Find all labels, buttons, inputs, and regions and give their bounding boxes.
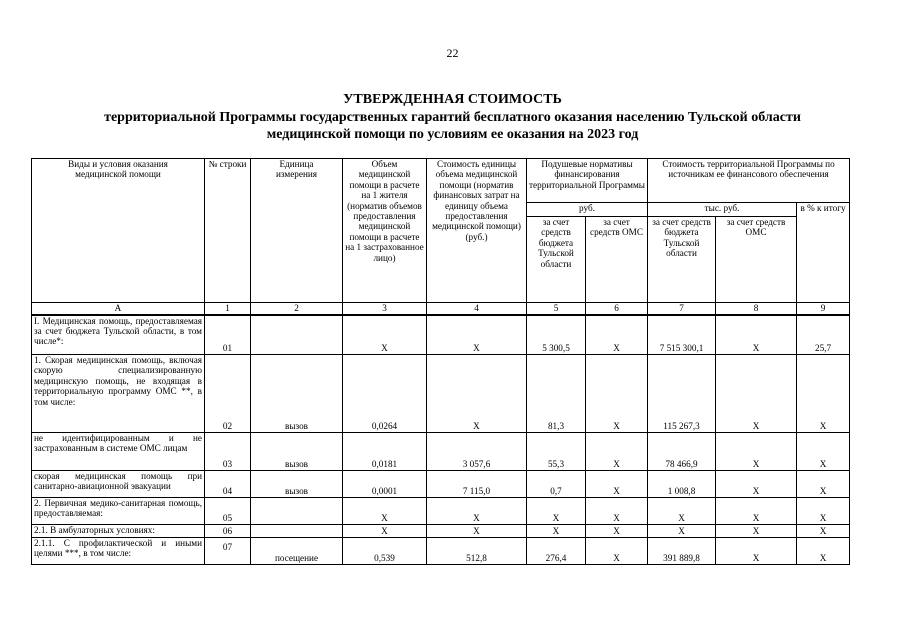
row-no: 06	[205, 525, 251, 538]
index-cell: 8	[716, 303, 797, 315]
row-c6: Х	[586, 355, 648, 433]
row-c6: Х	[586, 498, 648, 525]
header-row-no: № строки	[205, 159, 251, 303]
row-c5: 55,3	[527, 433, 586, 471]
table-row	[32, 315, 850, 355]
table-row	[32, 538, 850, 565]
row-c9: Х	[797, 525, 850, 538]
row-c8: Х	[716, 315, 797, 355]
row-c8: Х	[716, 498, 797, 525]
row-c3: Х	[343, 498, 427, 525]
table-row	[32, 433, 850, 471]
index-cell: 9	[797, 303, 850, 315]
row-c6: Х	[586, 315, 648, 355]
row-c5: 81,3	[527, 355, 586, 433]
document-subtitle-line-2: медицинской помощи по условиям ее оказания на 2023 год	[266, 127, 639, 142]
table-row	[32, 498, 850, 525]
row-c9: Х	[797, 433, 850, 471]
header-rub: руб.	[527, 203, 648, 217]
header-row-1	[32, 159, 850, 203]
row-c4: Х	[427, 525, 527, 538]
row-name: не идентифицированным и не застрахованным в системе ОМС лицам	[32, 433, 205, 471]
row-unit	[251, 498, 343, 525]
header-per-capita: Подушевые нормативы финансирования территориальной Программы	[527, 159, 648, 203]
row-c7: 78 466,9	[648, 433, 716, 471]
row-c4: 512,8	[427, 538, 527, 565]
row-no: 07	[205, 538, 251, 565]
row-name: 1. Скорая медицинская помощь, включая скорую специализированную медицинскую помощь, не входящая в территориальную программу ОМС **, в том числе:	[32, 355, 205, 433]
row-c6: Х	[586, 433, 648, 471]
row-no: 03	[205, 433, 251, 471]
header-pct: в % к итогу	[797, 203, 850, 303]
row-c9: Х	[797, 355, 850, 433]
cost-table	[31, 158, 850, 565]
row-name: скорая медицинская помощь при санитарно-авиационной эвакуации	[32, 471, 205, 498]
row-unit: вызов	[251, 355, 343, 433]
index-cell: А	[32, 303, 205, 315]
row-c3: Х	[343, 315, 427, 355]
header-cost-unit: Стоимость единицы объема медицинской помощи (норматив финансовых затрат на единицу объема предоставления медицинской помощи) (руб.)	[427, 159, 527, 303]
row-no: 05	[205, 498, 251, 525]
row-c3: 0,0264	[343, 355, 427, 433]
row-c5: Х	[527, 525, 586, 538]
row-c7: 7 515 300,1	[648, 315, 716, 355]
row-c3: Х	[343, 525, 427, 538]
index-cell: 2	[251, 303, 343, 315]
row-c7: Х	[648, 498, 716, 525]
row-c4: 3 057,6	[427, 433, 527, 471]
header-c5-budget: за счет средств бюджета Тульской области	[527, 217, 586, 303]
header-cost-total: Стоимость территориальной Программы по источникам ее финансового обеспечения	[648, 159, 850, 203]
row-name: 2. Первичная медико-санитарная помощь, предоставляемая:	[32, 498, 205, 525]
row-c7: 115 267,3	[648, 355, 716, 433]
index-cell: 6	[586, 303, 648, 315]
row-c7: 1 008,8	[648, 471, 716, 498]
row-c5: 276,4	[527, 538, 586, 565]
row-c7: 391 889,8	[648, 538, 716, 565]
header-unit: Единица измерения	[251, 159, 343, 303]
table-row	[32, 471, 850, 498]
index-cell: 7	[648, 303, 716, 315]
row-c3: 0,0001	[343, 471, 427, 498]
header-thous-rub: тыс. руб.	[648, 203, 797, 217]
row-name: 2.1. В амбулаторных условиях:	[32, 525, 205, 538]
page-number: 22	[446, 46, 459, 60]
row-c9: Х	[797, 538, 850, 565]
header-c6-oms: за счет средств ОМС	[586, 217, 648, 303]
header-c7-budget: за счет средств бюджета Тульской области	[648, 217, 716, 303]
row-c3: 0,0181	[343, 433, 427, 471]
row-c4: Х	[427, 315, 527, 355]
row-c4: Х	[427, 355, 527, 433]
header-c8-oms: за счет средств ОМС	[716, 217, 797, 303]
row-no: 01	[205, 315, 251, 355]
row-c5: 5 300,5	[527, 315, 586, 355]
row-c8: Х	[716, 525, 797, 538]
row-c4: 7 115,0	[427, 471, 527, 498]
row-unit	[251, 525, 343, 538]
index-cell: 5	[527, 303, 586, 315]
row-c5: Х	[527, 498, 586, 525]
row-name: I. Медицинская помощь, предоставляемая за счет бюджета Тульской области, в том числе*:	[32, 315, 205, 355]
row-c5: 0,7	[527, 471, 586, 498]
row-unit	[251, 315, 343, 355]
row-c8: Х	[716, 538, 797, 565]
table-row	[32, 525, 850, 538]
document-title: УТВЕРЖДЕННАЯ СТОИМОСТЬ	[343, 92, 562, 107]
index-cell: 4	[427, 303, 527, 315]
row-unit: вызов	[251, 433, 343, 471]
index-cell: 3	[343, 303, 427, 315]
row-c8: Х	[716, 471, 797, 498]
row-c4: Х	[427, 498, 527, 525]
row-c6: Х	[586, 538, 648, 565]
header-volume: Объем медицинской помощи в расчете на 1 жителя (норматив объемов предоставления медицинской помощи в расчете на 1 застрахованное лицо)	[343, 159, 427, 303]
row-name: 2.1.1. С профилактической и иными целями ***, в том числе:	[32, 538, 205, 565]
row-c8: Х	[716, 433, 797, 471]
row-c6: Х	[586, 471, 648, 498]
header-types: Виды и условия оказания медицинской помощи	[32, 159, 205, 303]
index-row	[32, 303, 850, 315]
row-c6: Х	[586, 525, 648, 538]
row-c9: Х	[797, 471, 850, 498]
row-c8: Х	[716, 355, 797, 433]
row-c7: Х	[648, 525, 716, 538]
row-c9: Х	[797, 498, 850, 525]
row-c9: 25,7	[797, 315, 850, 355]
document-subtitle-line-1: территориальной Программы государственных гарантий бесплатного оказания населению Тульской области	[104, 110, 801, 125]
row-c3: 0,539	[343, 538, 427, 565]
index-cell: 1	[205, 303, 251, 315]
row-no: 02	[205, 355, 251, 433]
table-row	[32, 355, 850, 433]
row-no: 04	[205, 471, 251, 498]
row-unit: вызов	[251, 471, 343, 498]
row-unit: посещение	[251, 538, 343, 565]
